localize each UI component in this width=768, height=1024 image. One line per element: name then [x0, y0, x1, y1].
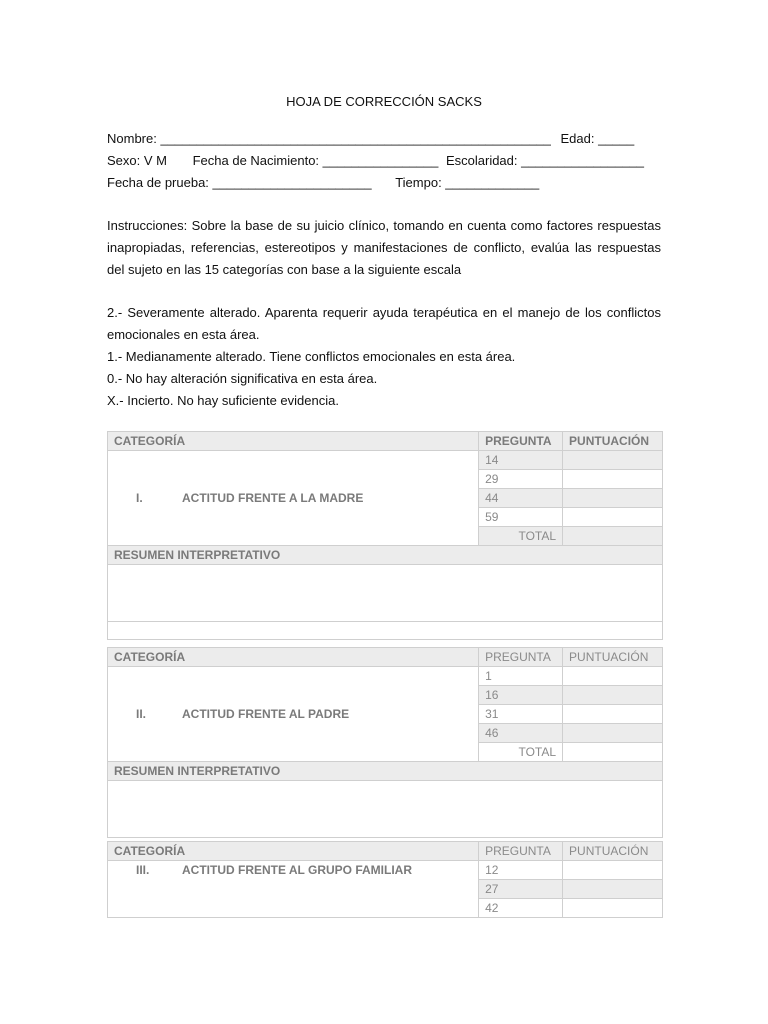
summary-row	[108, 781, 663, 838]
total-label: TOTAL	[479, 743, 563, 762]
scale-item-2: 2.- Severamente alterado. Aparenta requerir ayuda terapéutica en el manejo de los conflictos emocionales en esta área.	[107, 305, 661, 342]
category-header: CATEGORÍA	[108, 842, 479, 861]
score-cell[interactable]	[563, 508, 663, 527]
score-header: PUNTUACIÓN	[563, 648, 663, 667]
scale-list	[107, 302, 661, 412]
table-header-row	[108, 432, 663, 451]
score-cell[interactable]	[563, 489, 663, 508]
table-row	[108, 667, 663, 686]
category-table-3	[107, 841, 663, 918]
question-number: 31	[479, 705, 563, 724]
question-number: 16	[479, 686, 563, 705]
score-cell[interactable]	[563, 705, 663, 724]
category-header: CATEGORÍA	[108, 432, 479, 451]
time-field[interactable]: Tiempo: _____________	[395, 175, 540, 190]
score-cell[interactable]	[563, 880, 663, 899]
document-title: HOJA DE CORRECCIÓN SACKS	[286, 94, 482, 109]
summary-header-row	[108, 762, 663, 781]
category-table-2	[107, 647, 663, 838]
age-field[interactable]: Edad: _____	[560, 131, 635, 146]
question-header: PREGUNTA	[479, 432, 563, 451]
total-cell[interactable]	[563, 527, 663, 546]
question-number: 46	[479, 724, 563, 743]
summary-header-row	[108, 546, 663, 565]
category-name-cell	[108, 861, 479, 918]
total-cell[interactable]	[563, 743, 663, 762]
birthdate-field[interactable]: Fecha de Nacimiento: ________________	[192, 153, 439, 168]
question-number: 14	[479, 451, 563, 470]
score-cell[interactable]	[563, 470, 663, 489]
score-header: PUNTUACIÓN	[563, 432, 663, 451]
category-name: ACTITUD FRENTE A LA MADRE	[182, 491, 364, 505]
category-header: CATEGORÍA	[108, 648, 479, 667]
question-number: 27	[479, 880, 563, 899]
category-number: II.	[136, 707, 147, 721]
schooling-field[interactable]: Escolaridad: _________________	[445, 153, 645, 168]
category-name-cell	[108, 451, 479, 546]
category-name: ACTITUD FRENTE AL PADRE	[182, 707, 350, 721]
spacer-cell	[108, 622, 663, 640]
summary-row	[108, 565, 663, 622]
category-number: III.	[136, 863, 150, 877]
category-number: I.	[136, 491, 143, 505]
scale-item-x: X.- Incierto. No hay suficiente evidencia.	[107, 393, 339, 408]
sex-field[interactable]: Sexo: V M	[107, 153, 167, 168]
summary-label: RESUMEN INTERPRETATIVO	[108, 762, 663, 781]
scale-item-0: 0.- No hay alteración significativa en esta área.	[107, 371, 378, 386]
category-name-cell	[108, 667, 479, 762]
category-table-1	[107, 431, 663, 640]
score-header: PUNTUACIÓN	[563, 842, 663, 861]
score-cell[interactable]	[563, 899, 663, 918]
score-cell[interactable]	[563, 686, 663, 705]
table-header-row	[108, 648, 663, 667]
summary-cell[interactable]	[108, 781, 663, 838]
spacer-row	[108, 622, 663, 640]
question-number: 1	[479, 667, 563, 686]
score-cell[interactable]	[563, 667, 663, 686]
score-cell[interactable]	[563, 861, 663, 880]
table-header-row	[108, 842, 663, 861]
summary-label: RESUMEN INTERPRETATIVO	[108, 546, 663, 565]
question-number: 59	[479, 508, 563, 527]
question-header: PREGUNTA	[479, 648, 563, 667]
total-label: TOTAL	[479, 527, 563, 546]
name-line	[107, 131, 634, 146]
test-date-line	[107, 175, 539, 190]
question-number: 29	[479, 470, 563, 489]
question-number: 44	[479, 489, 563, 508]
question-header: PREGUNTA	[479, 842, 563, 861]
table-row	[108, 861, 663, 880]
score-cell[interactable]	[563, 724, 663, 743]
test-date-field[interactable]: Fecha de prueba: ______________________	[107, 175, 372, 190]
category-name: ACTITUD FRENTE AL GRUPO FAMILIAR	[182, 863, 412, 877]
sex-line	[107, 153, 644, 168]
question-number: 42	[479, 899, 563, 918]
score-cell[interactable]	[563, 451, 663, 470]
scale-item-1: 1.- Medianamente alterado. Tiene conflictos emocionales en esta área.	[107, 349, 516, 364]
table-row	[108, 451, 663, 470]
summary-cell[interactable]	[108, 565, 663, 622]
question-number: 12	[479, 861, 563, 880]
name-field[interactable]: Nombre: ______________________________________________________	[107, 131, 551, 146]
instructions-text: Instrucciones: Sobre la base de su juicio clínico, tomando en cuenta como factores respuestas inapropiadas, referencias, estereotipos y manifestaciones de conflicto, evalúa las respuestas del sujeto en las 15 categorías con base a la siguiente escala	[107, 218, 661, 277]
